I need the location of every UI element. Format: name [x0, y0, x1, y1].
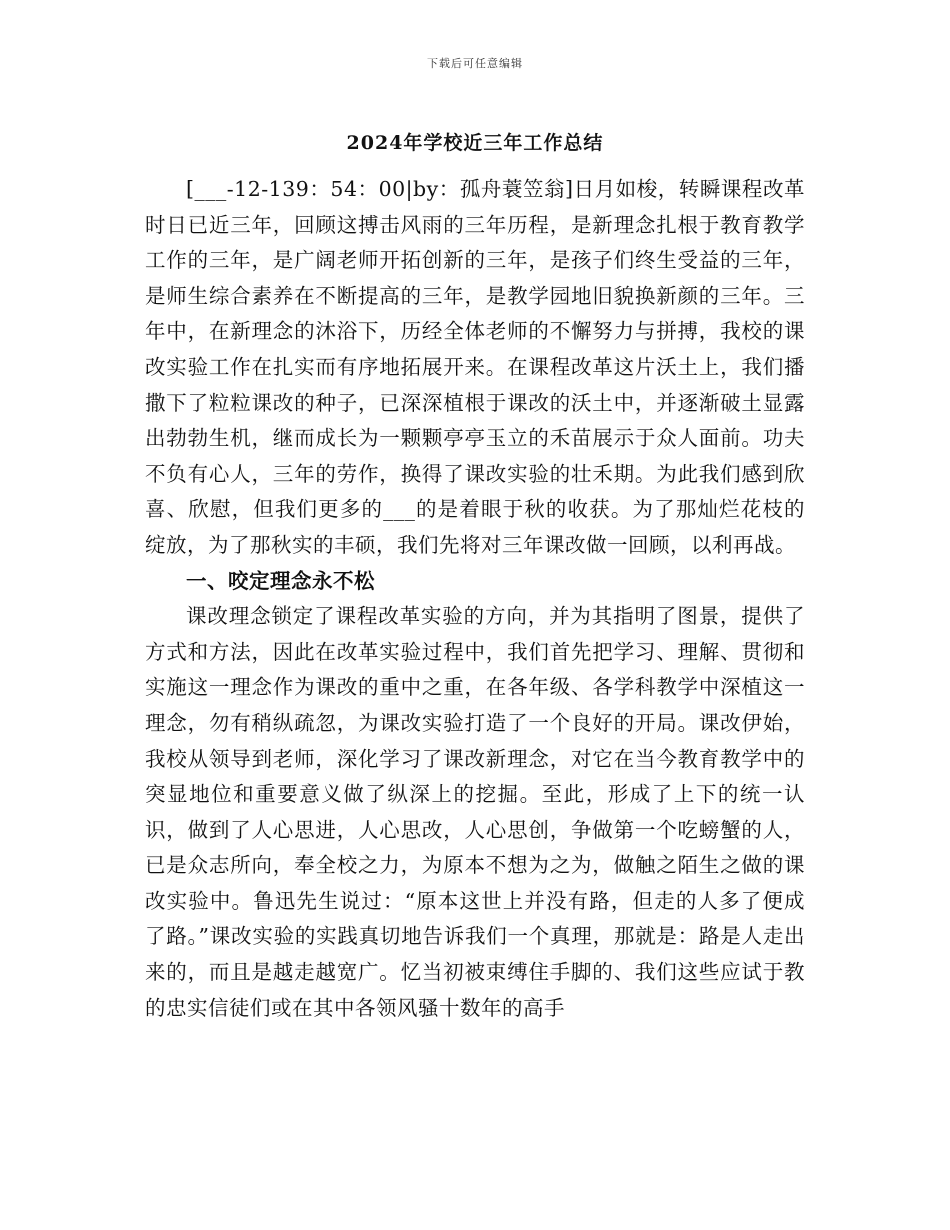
- intro-paragraph: [___-12-139：54：00|by：孤舟蓑笠翁]日月如梭，转瞬课程改革时日已近三年，回顾这搏击风雨的三年历程，是新理念扎根于教育教学工作的三年，是广阔老师开拓创新的三年，是孩子们终生受益的三年，是师生综合素养在不断提高的三年，是教学园地旧貌换新颜的三年。三年中，在新理念的沐浴下，历经全体老师的不懈努力与拼搏，我校的课改实验工作在扎实而有序地拓展开来。在课程改革这片沃土上，我们播撒下了粒粒课改的种子，已深深植根于课改的沃土中，并逐渐破土显露出勃勃生机，继而成长为一颗颗亭亭玉立的禾苗展示于众人面前。功夫不负有心人，三年的劳作，换得了课改实验的壮禾期。为此我们感到欣喜、欣慰，但我们更多的___的是着眼于秋的收获。为了那灿烂花枝的绽放，为了那秋实的丰硕，我们先将对三年课改做一回顾，以利再战。: [145, 177, 805, 557]
- header-note: 下载后可任意编辑: [427, 57, 523, 70]
- section-paragraph: 课改理念锁定了课程改革实验的方向，并为其指明了图景，提供了方式和方法，因此在改革实验过程中，我们首先把学习、理解、贯彻和实施这一理念作为课改的重中之重，在各年级、各学科教学中深植这一理念，勿有稍纵疏忽，为课改实验打造了一个良好的开局。课改伊始，我校从领导到老师，深化学习了课改新理念，对它在当今教育教学中的突显地位和重要意义做了纵深上的挖掘。至此，形成了上下的统一认识，做到了人心思进，人心思改，人心思创，争做第一个吃螃蟹的人，已是众志所向，奉全校之力，为原本不想为之为，做触之陌生之做的课改实验中。鲁迅先生说过：“原本这世上并没有路，但走的人多了便成了路。”课改实验的实践真切地告诉我们一个真理，那就是：路是人走出来的，而且是越走越宽广。忆当初被束缚住手脚的、我们这些应试于教的忠实信徒们或在其中各领风骚十数年的高手: [145, 604, 805, 1020]
- document-title: 2024年学校近三年工作总结: [346, 132, 604, 154]
- section-heading: 一、咬定理念永不松: [186, 568, 375, 593]
- document-body: [145, 172, 805, 1026]
